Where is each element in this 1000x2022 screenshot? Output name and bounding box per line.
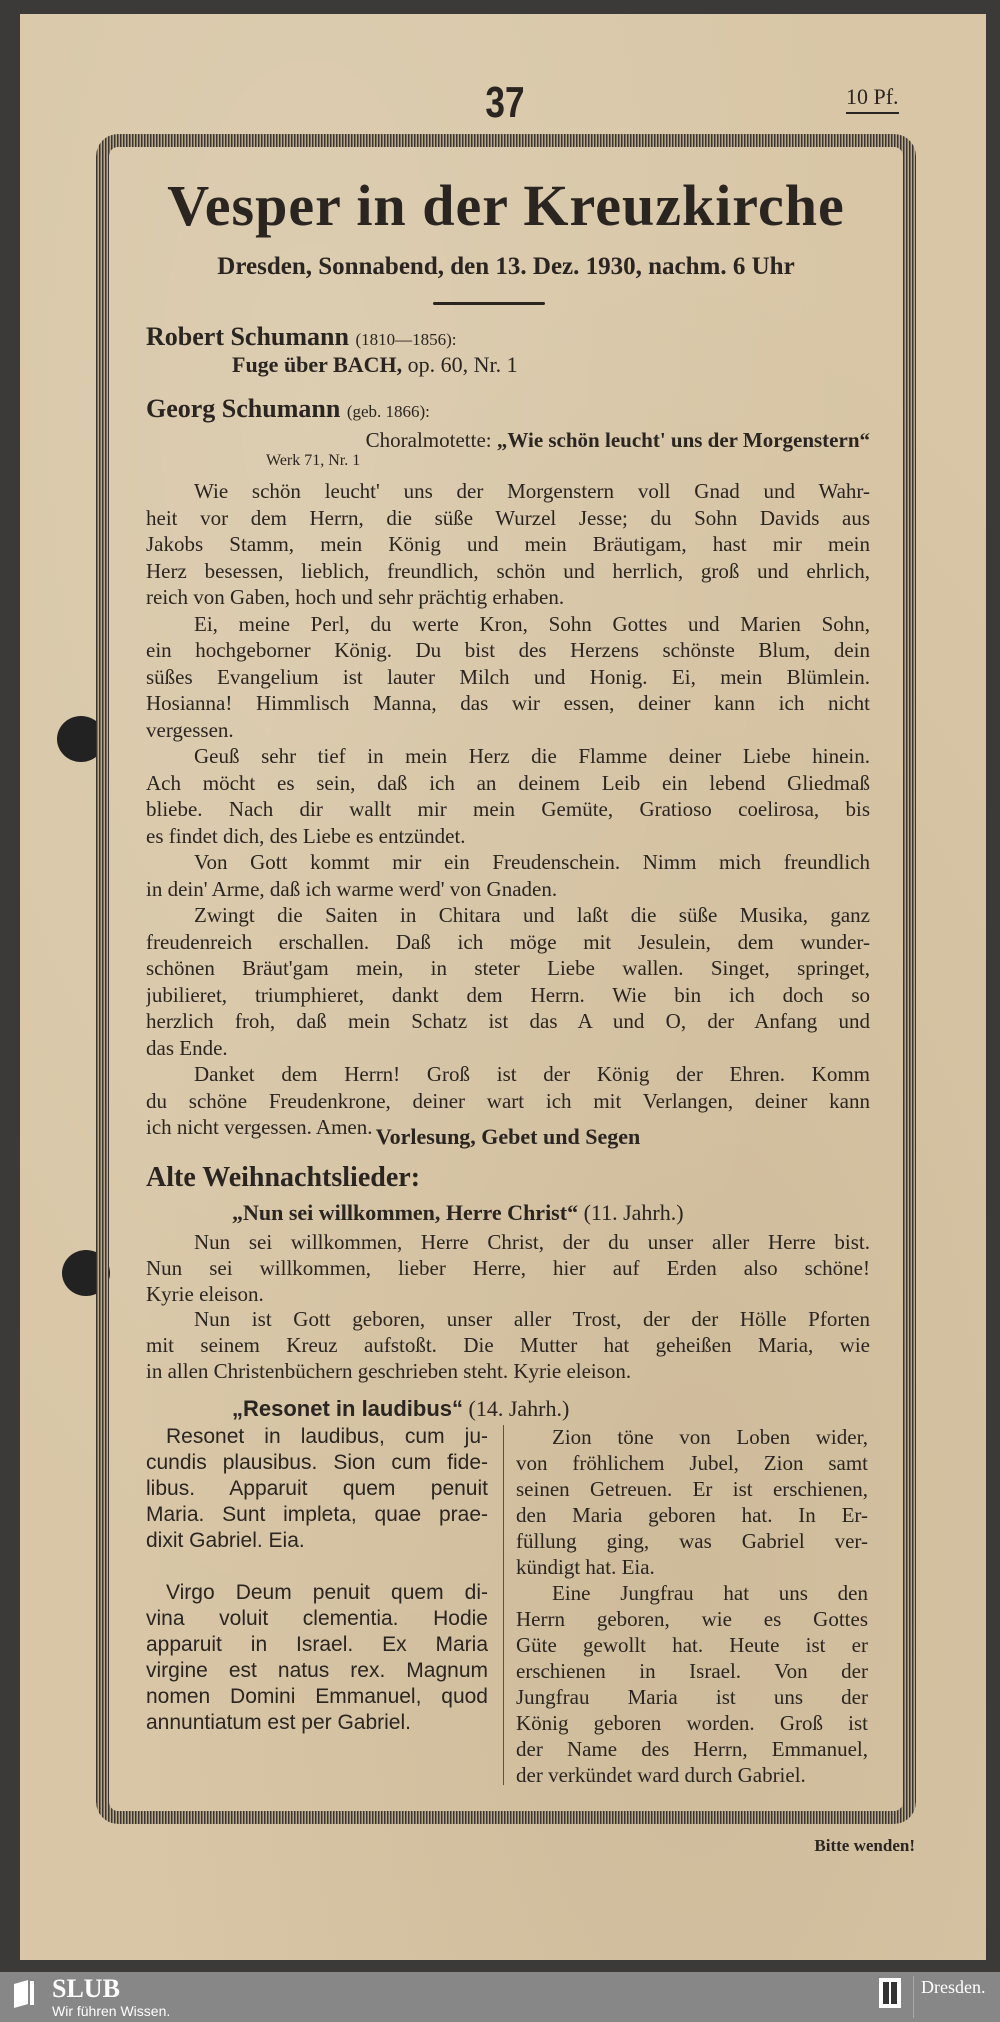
event-date-subtitle: Dresden, Sonnabend, den 13. Dez. 1930, nachm. 6 Uhr — [217, 253, 795, 280]
work-choralmotette: Choralmotette: „Wie schön leucht' uns der Morgenstern“ — [365, 428, 870, 452]
page-title: Vesper in der Kreuzkirche — [167, 173, 845, 238]
book-icon — [12, 1980, 36, 2008]
slub-brand[interactable]: SLUB — [52, 1974, 120, 2003]
text-line: Nun ist Gott geboren, unser aller Trost, der der Hölle Pforten — [194, 1307, 870, 1332]
text-line: jubilieret, triumphieret, dankt dem Herrn. Wie bin ich doch so — [146, 982, 870, 1007]
text-line: Danket dem Herrn! Groß ist der König der Ehren. Komm — [194, 1062, 870, 1086]
text-line: süßes Evangelium ist lauter Milch und Honig. Ei, mein Blümlein. — [146, 664, 870, 689]
text-line: Jungfrau Maria ist uns der — [516, 1685, 868, 1709]
text-line: Güte gewollt hat. Heute ist er — [516, 1633, 868, 1657]
text-line: es findet dich, des Liebe es entzündet. — [146, 823, 466, 848]
text-line: Jakobs Stamm, mein König und mein Bräutigam, hast mir mein — [146, 532, 870, 556]
text-line: das Ende. — [146, 1035, 228, 1060]
text-line: freudenreich erschallen. Daß ich möge mit Jesulein, dem wunder- — [146, 929, 870, 954]
text-line: der Name des Herrn, Emmanuel, — [516, 1737, 868, 1761]
text-line: du schöne Freudenkrone, deiner wart ich mit Verlangen, deiner kann — [146, 1088, 870, 1113]
text-line: vergessen. — [146, 717, 234, 742]
text-line: kündigt hat. Eia. — [516, 1555, 655, 1579]
price-label: 10 Pf. — [846, 84, 899, 114]
text-line: herzlich froh, daß mein Schatz ist das A und O, der Anfang und — [146, 1009, 870, 1033]
text-line: Zion töne von Loben wider, — [552, 1425, 868, 1449]
composer-robert-schumann: Robert Schumann (1810—1856): — [146, 322, 457, 351]
text-line: seinen Getreuen. Er ist erschienen, — [516, 1477, 868, 1501]
song2-title: „Resonet in laudibus“ (14. Jahrh.) — [232, 1396, 570, 1421]
text-line: vina voluit clementia. Hodie — [146, 1607, 488, 1630]
text-line: Wie schön leucht' uns der Morgenstern voll Gnad und Wahr- — [194, 479, 870, 503]
text-line: Zwingt die Saiten in Chitara und laßt die süße Musika, ganz — [194, 903, 870, 927]
work-opus: Werk 71, Nr. 1 — [266, 452, 361, 469]
column-divider — [503, 1425, 504, 1785]
text-line: Maria. Sunt impleta, quae prae- — [146, 1503, 488, 1526]
text-line: Nun sei willkommen, lieber Herre, hier auf Erden also schöne! — [146, 1255, 870, 1280]
dresden-logo-text[interactable]: Dresden. — [921, 1977, 986, 1997]
section-heading: Alte Weihnachtslieder: — [146, 1162, 421, 1193]
text-line: libus. Apparuit quem penuit — [146, 1477, 488, 1500]
text-line: Ach möcht es sein, daß ich an deinem Leib ein lebend Gliedmaß — [146, 770, 870, 795]
text-line: den Maria geboren hat. In Er- — [516, 1503, 868, 1527]
text-line: Virgo Deum penuit quem di- — [166, 1581, 488, 1604]
text-line: von fröhlichem Jubel, Zion samt — [516, 1451, 868, 1475]
text-line: heit vor dem Herrn, die süße Wurzel Jesse; du Sohn Davids aus — [146, 505, 870, 530]
work-fuge-bach: Fuge über BACH, op. 60, Nr. 1 — [232, 352, 518, 377]
text-line: in dein' Arme, daß ich warme werd' von Gnaden. — [146, 876, 558, 901]
text-line: ein hochgeborner König. Du bist des Herzens schönste Blum, dein — [146, 638, 870, 662]
text-line: Von Gott kommt mir ein Freudenschein. Nimm mich freundlich — [194, 850, 870, 874]
text-line: König geboren worden. Groß ist — [516, 1711, 868, 1735]
text-line: bliebe. Nach dir wallt mir mein Gemüte, Gratioso coelirosa, bis — [146, 797, 870, 821]
title-divider — [433, 302, 545, 305]
footer-bar — [0, 1972, 1000, 2022]
text-line: Herrn geboren, wie es Gottes — [516, 1607, 868, 1631]
text-line: Eine Jungfrau hat uns den — [552, 1581, 868, 1605]
text-line: Herz besessen, lieblich, freundlich, schön und herrlich, groß und ehrlich, — [146, 558, 870, 583]
text-line: erschienen in Israel. Von der — [516, 1659, 868, 1683]
text-line: Hosianna! Himmlisch Manna, das wir essen, deiner kann ich nicht — [146, 691, 870, 715]
composer-georg-schumann: Georg Schumann (geb. 1866): — [146, 394, 430, 423]
text-line: Ei, meine Perl, du werte Kron, Sohn Gottes und Marien Sohn, — [194, 611, 870, 636]
city-crest-icon — [879, 1978, 901, 2008]
slub-tagline: Wir führen Wissen. — [52, 2003, 171, 2019]
text-line: Kyrie eleison. — [146, 1281, 264, 1306]
interlude-heading: Vorlesung, Gebet und Segen — [375, 1124, 641, 1149]
text-line: Nun sei willkommen, Herre Christ, der du unser aller Herre bist. — [194, 1230, 870, 1254]
text-line: füllung ging, was Gabriel ver- — [516, 1529, 868, 1553]
text-line: virgine est natus rex. Magnum — [146, 1659, 488, 1682]
text-line: schönen Bräut'gam mein, in steter Liebe wallen. Singet, springet, — [146, 956, 870, 980]
page-number: 37 — [485, 78, 525, 127]
text-line: Geuß sehr tief in mein Herz die Flamme deiner Liebe hinein. — [194, 744, 870, 768]
page-turn-note: Bitte wenden! — [814, 1836, 915, 1855]
text-line: Resonet in laudibus, cum ju- — [166, 1425, 488, 1448]
text-line: in allen Christenbüchern geschrieben steht. Kyrie eleison. — [146, 1359, 632, 1383]
footer-separator — [913, 1976, 914, 2018]
text-line: ich nicht vergessen. Amen. — [146, 1115, 373, 1139]
song1-title: „Nun sei willkommen, Herre Christ“ (11. Jahrh.) — [232, 1200, 684, 1225]
text-line: der verkündet ward durch Gabriel. — [516, 1763, 806, 1787]
text-line: reich von Gaben, hoch und sehr prächtig erhaben. — [146, 585, 565, 609]
text-line: mit seinem Kreuz aufstoßt. Die Mutter hat geheißen Maria, wie — [146, 1333, 870, 1358]
text-line: apparuit in Israel. Ex Maria — [146, 1633, 488, 1656]
text-line: nomen Domini Emmanuel, quod — [146, 1685, 488, 1708]
text-line: cundis plausibus. Sion cum fide- — [146, 1451, 488, 1474]
text-line: annuntiatum est per Gabriel. — [146, 1711, 411, 1734]
text-line: dixit Gabriel. Eia. — [146, 1529, 305, 1552]
